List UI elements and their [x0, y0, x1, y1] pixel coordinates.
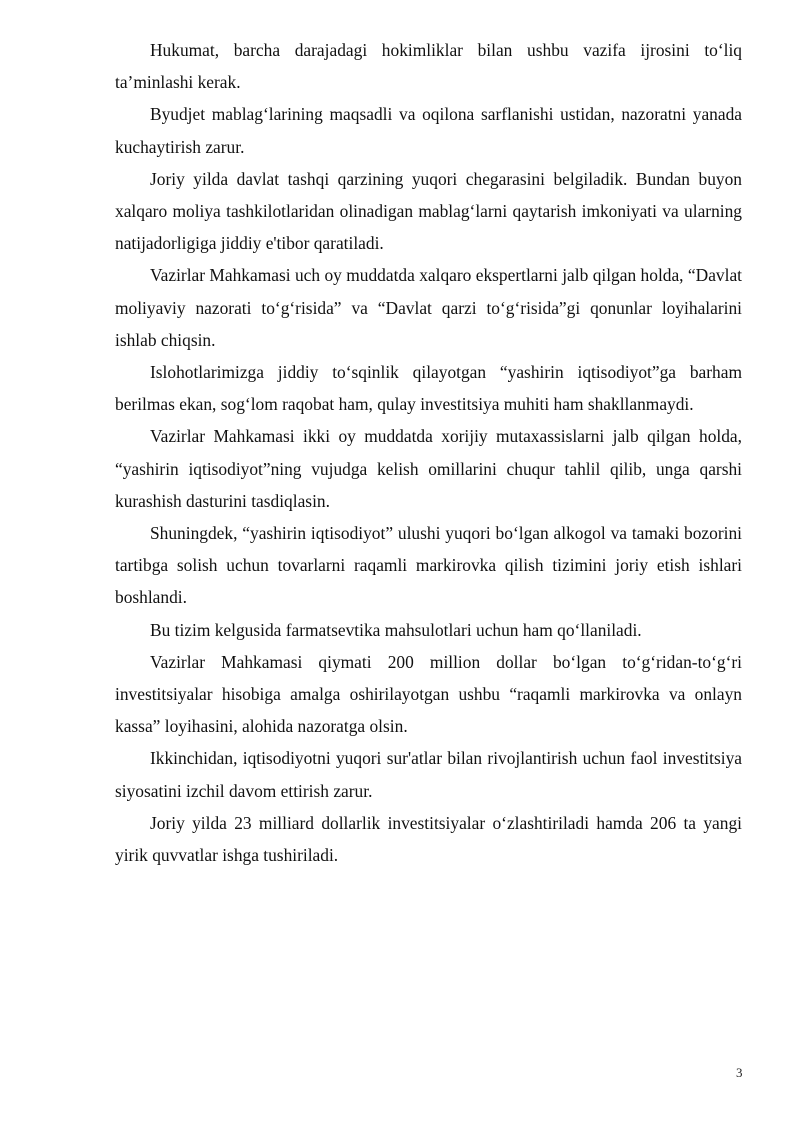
page-number: 3 — [736, 1065, 743, 1080]
paragraph: Vazirlar Mahkamasi uch oy muddatda xalqaro ekspertlarni jalb qilgan holda, “Davlat moliyaviy nazorati to‘g‘risida” va “Davlat qarzi to‘g‘risida”gi qonunlar loyihalarini ishlab chiqsin. — [115, 265, 742, 350]
paragraph: Byudjet mablag‘larining maqsadli va oqilona sarflanishi ustidan, nazoratni yanada kuchaytirish zarur. — [115, 104, 742, 157]
paragraph: Hukumat, barcha darajadagi hokimliklar bilan ushbu vazifa ijrosini to‘liq ta’minlashi kerak. — [115, 40, 742, 93]
paragraph: Joriy yilda davlat tashqi qarzining yuqori chegarasini belgiladik. Bundan buyon xalqaro moliya tashkilotlaridan olinadigan mablag‘larni qaytarish imkoniyati va ularning natijadorligiga jiddiy e'tibor qaratiladi. — [115, 168, 742, 254]
paragraph: Shuningdek, “yashirin iqtisodiyot” ulushi yuqori bo‘lgan alkogol va tamaki bozorini tartibga solish uchun tovarlarni raqamli markirovka qilish tizimini joriy etish ishlari boshlandi. — [115, 523, 742, 608]
document-body — [115, 34, 742, 871]
paragraph: Vazirlar Mahkamasi ikki oy muddatda xorijiy mutaxassislarni jalb qilgan holda, “yashirin iqtisodiyot”ning vujudga kelish omillarini chuqur tahlil qilib, unga qarshi kurashish dasturini tasdiqlasin. — [115, 426, 742, 511]
paragraph: Islohotlarimizga jiddiy to‘sqinlik qilayotgan “yashirin iqtisodiyot”ga barham berilmas ekan, sog‘lom raqobat ham, qulay investitsiya muhiti ham shakllanmaydi. — [115, 362, 742, 415]
paragraph: Bu tizim kelgusida farmatsevtika mahsulotlari uchun ham qo‘llaniladi. — [150, 619, 642, 640]
paragraph: Ikkinchidan, iqtisodiyotni yuqori sur'atlar bilan rivojlantirish uchun faol investitsiya siyosatini izchil davom ettirish zarur. — [115, 748, 742, 801]
paragraph: Joriy yilda 23 milliard dollarlik investitsiyalar o‘zlashtiriladi hamda 206 ta yangi yirik quvvatlar ishga tushiriladi. — [115, 812, 742, 866]
paragraph: Vazirlar Mahkamasi qiymati 200 million dollar bo‘lgan to‘g‘ridan-to‘g‘ri investitsiyalar hisobiga amalga oshirilayotgan ushbu “raqamli markirovka va onlayn kassa” loyihasini, alohida nazoratga olsin. — [115, 651, 742, 737]
